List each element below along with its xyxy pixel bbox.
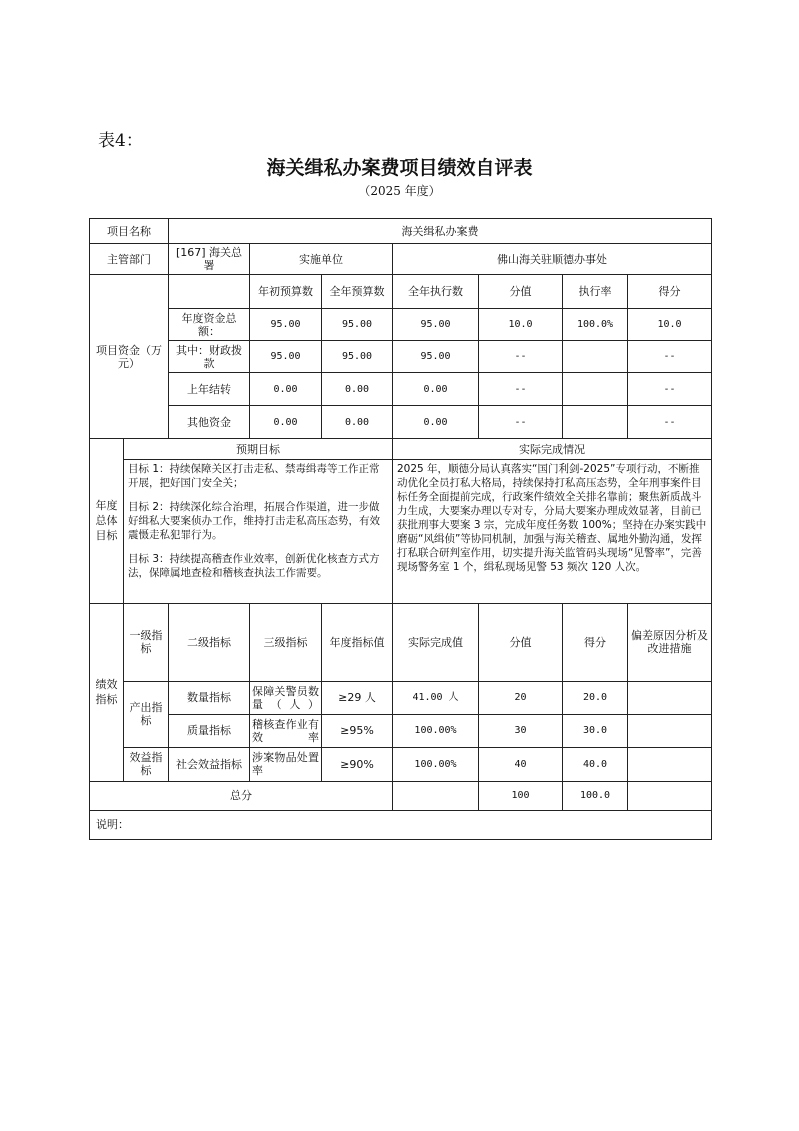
table-row [90,810,712,839]
funds-cell: 0.00 [322,406,393,439]
funds-cell: -- [479,373,563,406]
funds-cell: 0.00 [393,373,479,406]
goal-item: 目标 3：持续提高稽查作业效率，创新优化核查方式方法，保障属地查检和稽核查执法工作需要。 [128,553,380,580]
note-label: 说明： [90,810,712,839]
goals-section-label: 年度总体目标 [90,439,124,603]
funds-cell: 0.00 [322,373,393,406]
perf-note [628,747,712,781]
table-row [90,373,712,406]
perf-note [628,681,712,714]
self-evaluation-table [89,218,712,840]
expected-goals-text [124,460,393,603]
perf-level1: 效益指标 [124,747,169,781]
perf-got: 20.0 [563,681,628,714]
table-row [90,309,712,341]
perf-header: 一级指标 [124,603,169,681]
funds-cell: -- [628,406,712,439]
funds-cell: 95.00 [393,309,479,341]
perf-header: 分值 [479,603,563,681]
total-note [628,781,712,810]
funds-empty-header [169,275,250,309]
table-row [90,603,712,681]
dept-label: 主管部门 [90,244,169,275]
funds-header: 得分 [628,275,712,309]
funds-cell: 0.00 [250,373,322,406]
perf-score: 30 [479,714,563,747]
funds-cell: 95.00 [250,309,322,341]
table-row [90,747,712,781]
dept-value: [167] 海关总署 [169,244,250,275]
funds-cell: 10.0 [628,309,712,341]
perf-level2: 质量指标 [169,714,250,747]
performance-section-label: 绩效指标 [90,603,124,781]
funds-cell: -- [479,341,563,373]
table-row [90,714,712,747]
funds-cell: 95.00 [250,341,322,373]
funds-cell: -- [628,373,712,406]
funds-section-label: 项目资金（万元） [90,275,169,439]
funds-cell: 95.00 [322,341,393,373]
expected-goals-header: 预期目标 [124,439,393,460]
perf-header: 偏差原因分析及改进措施 [628,603,712,681]
perf-got: 40.0 [563,747,628,781]
funds-cell: -- [628,341,712,373]
funds-cell: 0.00 [393,406,479,439]
funds-row-label: 年度资金总额： [169,309,250,341]
perf-header: 得分 [563,603,628,681]
funds-cell: 10.0 [479,309,563,341]
table-row [90,406,712,439]
funds-cell: -- [479,406,563,439]
funds-header: 分值 [479,275,563,309]
table-row [90,275,712,309]
goal-item: 目标 1：持续保障关区打击走私、禁毒缉毒等工作正常开展，把好国门安全关； [128,463,380,490]
funds-cell [563,406,628,439]
page-subtitle: （2025 年度） [358,184,441,198]
funds-cell [563,373,628,406]
goal-item: 目标 2：持续深化综合治理，拓展合作渠道，进一步做好缉私大要案侦办工作，维持打击走私高压态势，有效震慑走私犯罪行为。 [128,501,380,542]
perf-actual: 100.00% [393,714,479,747]
table-row [90,439,712,460]
perf-header: 实际完成值 [393,603,479,681]
table-row [90,341,712,373]
funds-header: 全年预算数 [322,275,393,309]
total-score: 100 [479,781,563,810]
total-got: 100.0 [563,781,628,810]
perf-level3: 保障关警员数量（人） [250,681,322,714]
project-name-label: 项目名称 [90,219,169,244]
funds-cell: 95.00 [322,309,393,341]
perf-level3: 稽核查作业有效率 [250,714,322,747]
impl-unit-label: 实施单位 [250,244,393,275]
actual-results-header: 实际完成情况 [393,439,712,460]
perf-actual: 100.00% [393,747,479,781]
table-row [90,244,712,275]
impl-unit-value: 佛山海关驻顺德办事处 [393,244,712,275]
funds-row-label: 其他资金 [169,406,250,439]
perf-score: 40 [479,747,563,781]
perf-header: 年度指标值 [322,603,393,681]
actual-results-text: 2025 年，顺德分局认真落实“国门利剑-2025”专项行动，不断推动优化全员打私大格局，持续保持打私高压态势，全年刑事案件目标任务全面提前完成，行政案件绩效全关排名靠前；聚焦新质战斗力生成，大要案办理以专对专，分局大要案办理成效显著，目前已获批刑事大要案 3 宗，完成年度任务数 100%；坚持在办案实践中磨砺“风缉侦”等协同机制，加强与海关稽查、属地外勤沟通，发挥打私联合研判室作用，切实提升海关监管码头现场“见警率”，完善现场警务室 1 个，缉私现场见警 53 频次 120 人次。 [393,460,712,603]
project-name-value: 海关缉私办案费 [169,219,712,244]
funds-header: 执行率 [563,275,628,309]
perf-target: ≥90% [322,747,393,781]
funds-row-label: 上年结转 [169,373,250,406]
total-empty [393,781,479,810]
funds-cell [563,341,628,373]
perf-level3: 涉案物品处置率 [250,747,322,781]
total-label: 总分 [90,781,393,810]
funds-row-label: 其中：财政拨款 [169,341,250,373]
perf-actual: 41.00 人 [393,681,479,714]
funds-header: 年初预算数 [250,275,322,309]
table-label: 表4： [98,131,143,151]
perf-header: 三级指标 [250,603,322,681]
perf-level2: 社会效益指标 [169,747,250,781]
perf-note [628,714,712,747]
table-row [90,781,712,810]
page-title: 海关缉私办案费项目绩效自评表 [266,157,533,179]
funds-cell: 95.00 [393,341,479,373]
perf-target: ≥29 人 [322,681,393,714]
table-row [90,681,712,714]
perf-header: 二级指标 [169,603,250,681]
perf-got: 30.0 [563,714,628,747]
table-row [90,219,712,244]
funds-cell: 0.00 [250,406,322,439]
funds-cell: 100.0% [563,309,628,341]
perf-level2: 数量指标 [169,681,250,714]
perf-target: ≥95% [322,714,393,747]
funds-header: 全年执行数 [393,275,479,309]
perf-level1: 产出指标 [124,681,169,747]
table-row [90,460,712,603]
perf-score: 20 [479,681,563,714]
